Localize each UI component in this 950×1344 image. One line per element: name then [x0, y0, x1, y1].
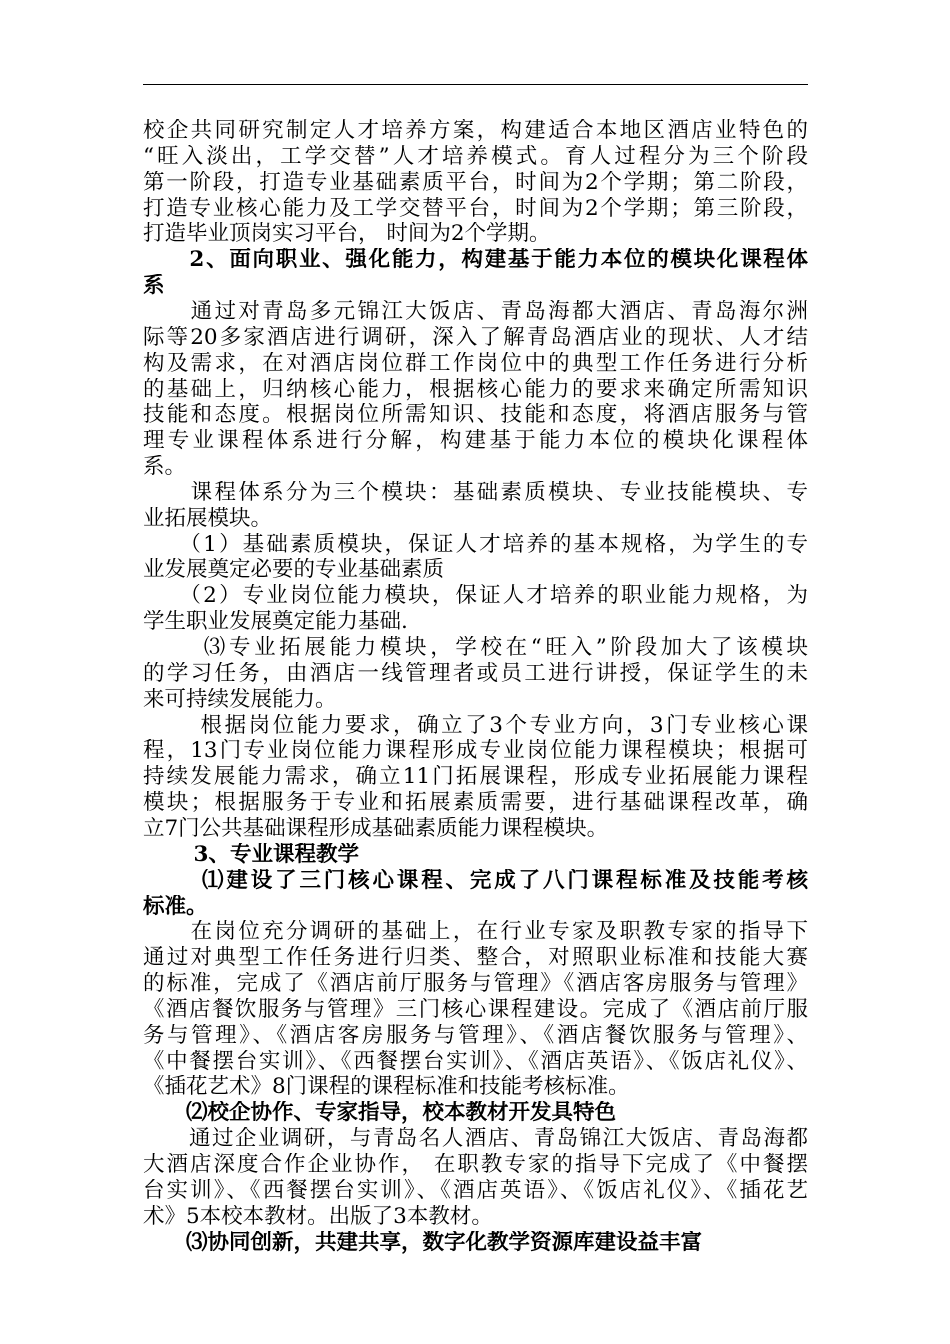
text-line: （1）基础素质模块，保证人才培养的基本规格，为学生的专	[143, 533, 808, 557]
text-line: 《插花艺术》8门课程的课程标准和技能考核标准。	[143, 1075, 630, 1099]
text-line: 业拓展模块。	[143, 507, 273, 531]
text-line: 务与管理》、《酒店客房服务与管理》、《酒店餐饮服务与管理》、	[143, 1024, 808, 1048]
text-line: 的标准，完成了《酒店前厅服务与管理》《酒店客房服务与管理》	[143, 972, 808, 996]
text-line: 台实训》、《西餐摆台实训》、《酒店英语》、《饭店礼仪》、《插花艺	[143, 1179, 808, 1203]
text-line: “旺入淡出，工学交替”人才培养模式。育人过程分为三个阶段	[143, 145, 808, 169]
text-line: 系。	[143, 455, 187, 479]
text-line: 的学习任务，由酒店一线管理者或员工进行讲授，保证学生的未	[143, 662, 808, 686]
section-heading-line: 标准。	[143, 895, 208, 919]
text-line: 技能和态度。根据岗位所需知识、技能和态度，将酒店服务与管	[143, 403, 808, 427]
text-line: 业发展奠定必要的专业基础素质	[143, 558, 445, 582]
text-line: 立7门公共基础课程形成基础素质能力课程模块。	[143, 817, 609, 841]
text-line: 打造专业核心能力及工学交替平台，时间为2个学期；第三阶段，	[143, 197, 808, 221]
text-line: 课程体系分为三个模块：基础素质模块、专业技能模块、专	[143, 481, 808, 505]
text-line: 通过对典型工作任务进行归类、整合，对照职业标准和技能大赛	[143, 946, 808, 970]
text-line: 程，13门专业岗位能力课程形成专业岗位能力课程模块；根据可	[143, 739, 808, 763]
text-line: 持续发展能力需求，确立11门拓展课程，形成专业拓展能力课程	[143, 765, 808, 789]
text-line: 根据岗位能力要求，确立了3个专业方向，3门专业核心课	[143, 714, 808, 738]
text-line: 通过对青岛多元锦江大饭店、青岛海都大酒店、青岛海尔洲	[143, 300, 808, 324]
section-heading-line: ⑶协同创新，共建共享，数字化教学资源库建设益丰富	[143, 1231, 703, 1255]
text-line: 《中餐摆台实训》、《西餐摆台实训》、《酒店英语》、《饭店礼仪》、	[143, 1050, 808, 1074]
section-heading-line: 3、专业课程教学	[143, 843, 359, 867]
section-heading-line: ⑵校企协作、专家指导，校本教材开发具特色	[143, 1101, 617, 1125]
text-line: 校企共同研究制定人才培养方案，构建适合本地区酒店业特色的	[143, 119, 808, 143]
text-line: ⑶专业拓展能力模块，学校在“旺入”阶段加大了该模块	[143, 636, 808, 660]
section-heading-line: 2、面向职业、强化能力，构建基于能力本位的模块化课程体	[143, 248, 808, 272]
text-line: 来可持续发展能力。	[143, 688, 337, 712]
section-heading-line: 系	[143, 274, 165, 298]
text-line: 打造毕业顶岗实习平台， 时间为2个学期。	[143, 222, 551, 246]
text-line: 的基础上，归纳核心能力，根据核心能力的要求来确定所需知识	[143, 378, 808, 402]
text-line: 通过企业调研，与青岛名人酒店、青岛锦江大饭店、青岛海都	[143, 1127, 808, 1151]
section-heading-line: ⑴建设了三门核心课程、完成了八门课程标准及技能考核	[143, 869, 808, 893]
text-line: 在岗位充分调研的基础上，在行业专家及职教专家的指导下	[143, 920, 808, 944]
text-line: 大酒店深度合作企业协作， 在职教专家的指导下完成了《中餐摆	[143, 1153, 808, 1177]
text-line: 理专业课程体系进行分解，构建基于能力本位的模块化课程体	[143, 429, 808, 453]
text-line: 《酒店餐饮服务与管理》三门核心课程建设。完成了《酒店前厅服	[143, 998, 808, 1022]
text-line: 际等20多家酒店进行调研，深入了解青岛酒店业的现状、人才结	[143, 326, 808, 350]
text-line: （2）专业岗位能力模块，保证人才培养的职业能力规格，为	[143, 584, 808, 608]
text-line: 构及需求，在对酒店岗位群工作岗位中的典型工作任务进行分析	[143, 352, 808, 376]
header-rule	[143, 84, 808, 85]
text-line: 第一阶段，打造专业基础素质平台，时间为2个学期；第二阶段，	[143, 171, 808, 195]
text-line: 模块；根据服务于专业和拓展素质需要，进行基础课程改革，确	[143, 791, 808, 815]
text-line: 术》5本校本教材。出版了3本教材。	[143, 1205, 493, 1229]
text-line: 学生职业发展奠定能力基础.	[143, 610, 408, 634]
